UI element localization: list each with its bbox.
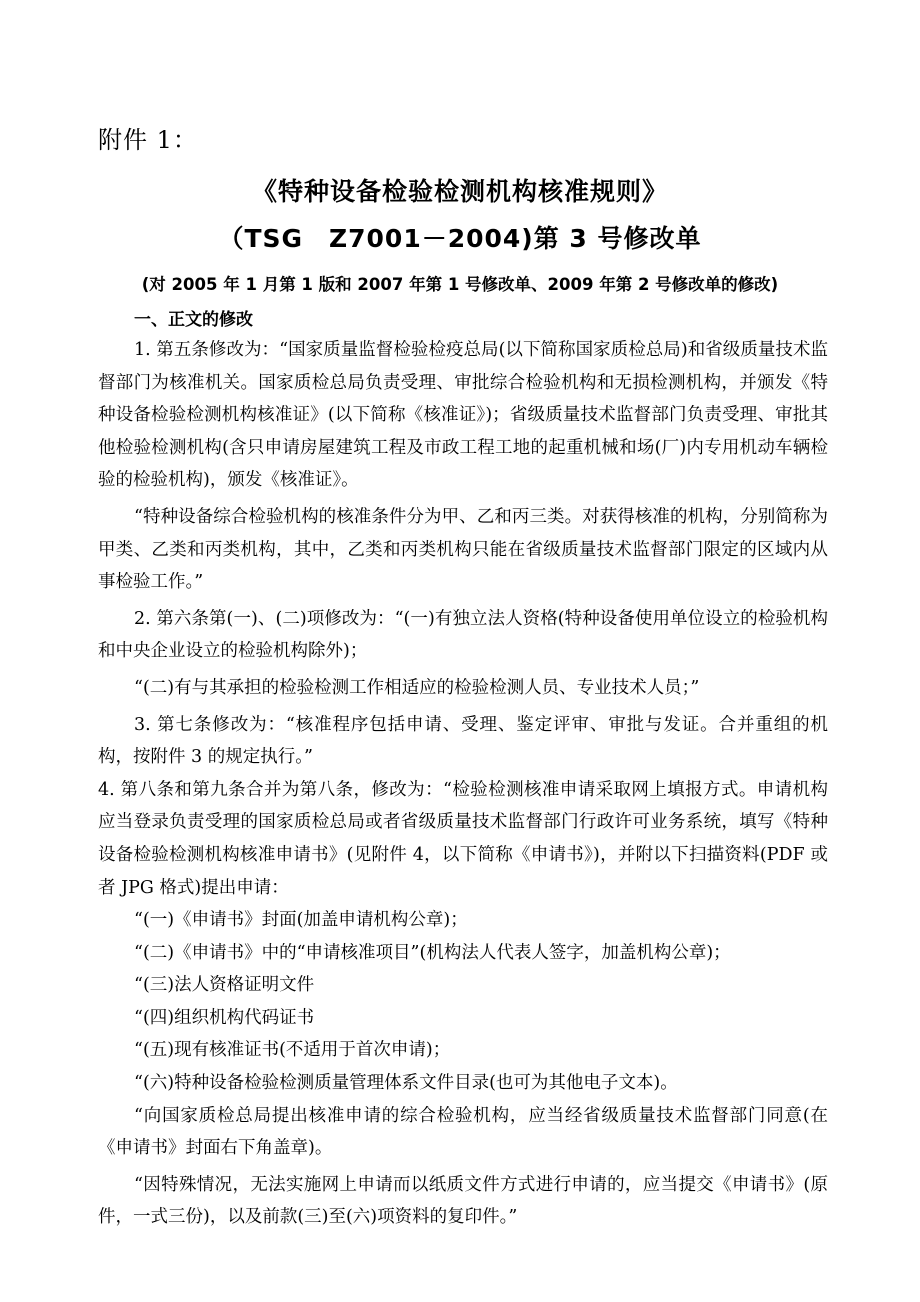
paragraph: “向国家质检总局提出核准申请的综合检验机构，应当经省级质量技术监督部门同意(在《申请书》封面右下角盖章)。 [98, 1105, 828, 1159]
list-item: “(四)组织机构代码证书 [134, 1007, 315, 1028]
list-item: “(三)法人资格证明文件 [134, 975, 315, 996]
list-item: “(二)《申请书》中的“申请核准项目”(机构法人代表人签字，加盖机构公章)； [134, 942, 731, 963]
amendment-note: (对 2005 年 1 月第 1 版和 2007 年第 1 号修改单、2009 年第 2 号修改单的修改) [141, 275, 779, 294]
list-item: “(五)现有核准证书(不适用于首次申请)； [134, 1040, 451, 1061]
paragraph: 1. 第五条修改为：“国家质量监督检验检疫总局(以下简称国家质检总局)和省级质量技术监督部门为核准机关。国家质检总局负责受理、审批综合检验机构和无损检测机构，并颁发《特种设备检验检测机构核准证》(以下简称《核准证》)；省级质量技术监督部门负责受理、审批其他检验检测机构(含只申请房屋建筑工程及市政工程工地的起重机械和场(厂)内专用机动车辆检验的检验机构)，颁发《核准证》。 [98, 340, 828, 491]
paragraph: “因特殊情况，无法实施网上申请而以纸质文件方式进行申请的，应当提交《申请书》(原件，一式三份)，以及前款(三)至(六)项资料的复印件。” [98, 1174, 828, 1228]
paragraph: 2. 第六条第(一)、(二)项修改为：“(一)有独立法人资格(特种设备使用单位设立的检验机构和中央企业设立的检验机构除外)； [98, 608, 828, 662]
document-body [98, 334, 828, 1234]
document-subtitle-code: （TSG Z7001－2004)第 3 号修改单 [218, 224, 702, 253]
attachment-label: 附件 1： [98, 126, 198, 154]
list-item: “(六)特种设备检验检测质量管理体系文件目录(也可为其他电子文本)。 [134, 1073, 678, 1094]
paragraph: “(二)有与其承担的检验检测工作相适应的检验检测人员、专业技术人员；” [134, 677, 700, 698]
section-heading: 一、正文的修改 [134, 310, 253, 330]
document-title: 《特种设备检验检测机构核准规则》 [251, 177, 668, 206]
paragraph: 3. 第七条修改为：“核准程序包括申请、受理、鉴定评审、审批与发证。合并重组的机构，按附件 3 的规定执行。” [98, 714, 828, 768]
paragraph: “特种设备综合检验机构的核准条件分为甲、乙和丙三类。对获得核准的机构，分别简称为甲类、乙类和丙类机构，其中，乙类和丙类机构只能在省级质量技术监督部门限定的区域内从事检验工作。” [98, 506, 828, 593]
paragraph: 4. 第八条和第九条合并为第八条，修改为：“检验检测核准申请采取网上填报方式。申请机构应当登录负责受理的国家质检总局或者省级质量技术监督部门行政许可业务系统，填写《特种设备检验检测机构核准申请书》(见附件 4，以下简称《申请书》)，并附以下扫描资料(PDF 或者 JPG 格式)提出申请： [98, 779, 828, 898]
list-item: “(一)《申请书》封面(加盖申请机构公章)； [134, 910, 468, 931]
